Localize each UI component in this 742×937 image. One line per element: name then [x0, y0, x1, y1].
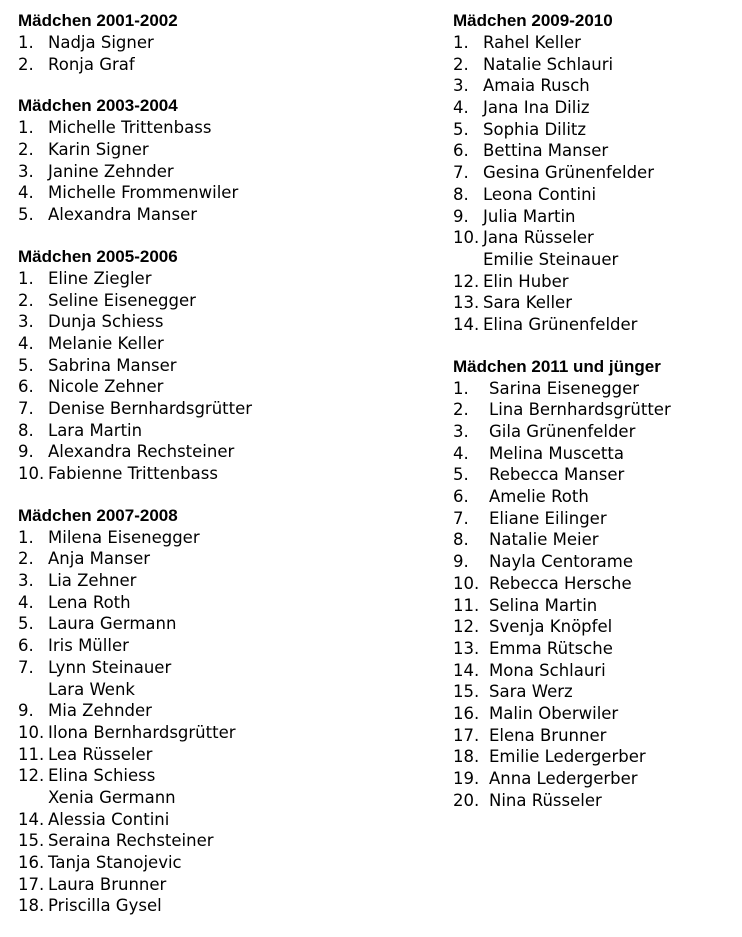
- participant-name: Lena Roth: [48, 592, 131, 612]
- ranking-entry: [18, 657, 418, 679]
- participant-name: Emilie Ledergerber: [489, 747, 646, 767]
- rank-number: 17.: [18, 874, 45, 894]
- category-section: [18, 10, 418, 75]
- ranking-entry: [18, 830, 418, 852]
- rank-number: 4.: [18, 183, 34, 203]
- ranking-entry: [453, 421, 738, 443]
- rank-number: 5.: [18, 205, 34, 225]
- ranking-entry: [453, 573, 738, 595]
- rank-number: 4.: [453, 98, 469, 118]
- participant-name: Elin Huber: [483, 271, 569, 291]
- participant-name: Julia Martin: [483, 206, 576, 226]
- ranking-entry: [453, 75, 738, 97]
- ranking-entry: [453, 551, 738, 573]
- ranking-entry: [18, 787, 418, 809]
- participant-name: Jana Ina Diliz: [483, 98, 590, 118]
- ranking-entry: [453, 119, 738, 141]
- rank-number: 1.: [18, 33, 34, 52]
- participant-name: Sara Werz: [489, 682, 573, 702]
- participant-name: Sarina Eisenegger: [489, 378, 640, 398]
- ranking-entry: [18, 420, 418, 442]
- participant-name: Lina Bernhardsgrütter: [489, 400, 671, 420]
- rank-number: 4.: [18, 333, 34, 353]
- participant-name: Bettina Manser: [483, 141, 609, 161]
- ranking-entry: [453, 660, 738, 682]
- rank-number: 2.: [18, 140, 34, 160]
- ranking-entry: [453, 486, 738, 508]
- rank-number: 17.: [453, 725, 480, 745]
- ranking-entry: [453, 638, 738, 660]
- category-section: [453, 10, 738, 336]
- participant-name: Anja Manser: [48, 549, 151, 569]
- rank-number: 8.: [453, 184, 469, 204]
- participant-name: Rebecca Manser: [489, 465, 625, 485]
- ranking-entry: [18, 290, 418, 312]
- rank-number: 13.: [453, 293, 480, 313]
- participant-name: Karin Signer: [48, 140, 149, 160]
- ranking-entry: [453, 725, 738, 747]
- ranking-entry: [18, 613, 418, 635]
- ranking-entry: [453, 162, 738, 184]
- rank-number: 5.: [18, 355, 34, 375]
- participant-name: Eliane Eilinger: [489, 508, 607, 528]
- participant-name: Nayla Centorame: [489, 552, 633, 572]
- rank-number: 14.: [18, 809, 45, 829]
- participant-name: Seline Eisenegger: [48, 290, 196, 310]
- participant-name: Sabrina Manser: [48, 355, 177, 375]
- participant-name: Iris Müller: [48, 636, 129, 656]
- rank-number: 9.: [453, 206, 469, 226]
- rank-number: 1.: [18, 268, 34, 288]
- ranking-entry: [18, 592, 418, 614]
- participant-name: Michelle Frommenwiler: [48, 183, 239, 203]
- participant-name: Gila Grünenfelder: [489, 422, 636, 441]
- participant-name: Eline Ziegler: [48, 268, 152, 288]
- ranking-entry: [18, 874, 418, 896]
- rank-number: 5.: [453, 119, 469, 139]
- participant-name: Elina Grünenfelder: [483, 314, 638, 334]
- ranking-entry: [18, 548, 418, 570]
- results-column-right: [453, 10, 738, 831]
- rank-number: 12.: [453, 617, 480, 637]
- participant-name: Alexandra Manser: [48, 205, 198, 225]
- participant-name: Nina Rüsseler: [489, 790, 602, 810]
- participant-name: Amelie Roth: [489, 487, 589, 507]
- rank-number: 6.: [453, 487, 469, 507]
- category-title: Mädchen 2007-2008: [18, 505, 178, 525]
- rank-number: 6.: [18, 636, 34, 656]
- rank-number: 18.: [453, 747, 480, 767]
- participant-name: Amaia Rusch: [483, 76, 590, 96]
- rank-number: 10.: [18, 464, 45, 483]
- participant-name: Alessia Contini: [48, 809, 170, 829]
- ranking-entry: [453, 227, 738, 249]
- rank-number: 2.: [18, 290, 34, 310]
- participant-name: Gesina Grünenfelder: [483, 163, 654, 183]
- rank-number: [18, 679, 48, 701]
- category-section: [453, 356, 738, 812]
- ranking-entry: [453, 703, 738, 725]
- participant-name: Priscilla Gysel: [48, 896, 162, 916]
- rank-number: 15.: [453, 682, 480, 702]
- ranking-entry: [18, 32, 418, 54]
- ranking-entry: [18, 635, 418, 657]
- ranking-entry: [453, 54, 738, 76]
- rank-number: 5.: [18, 614, 34, 634]
- rank-number: 15.: [18, 831, 45, 851]
- participant-name: Svenja Knöpfel: [489, 617, 613, 637]
- ranking-entry: [18, 182, 418, 204]
- ranking-entry: [18, 852, 418, 874]
- participant-name: Nicole Zehner: [48, 377, 164, 397]
- rank-number: 10.: [453, 228, 480, 248]
- category-title: Mädchen 2009-2010: [453, 11, 613, 30]
- ranking-entry: [453, 206, 738, 228]
- participant-name: Michelle Trittenbass: [48, 118, 212, 138]
- ranking-entry: [453, 292, 738, 314]
- ranking-entry: [453, 595, 738, 617]
- participant-name: Lia Zehner: [48, 571, 137, 591]
- ranking-entry: [453, 768, 738, 790]
- participant-name: Melina Muscetta: [489, 443, 624, 463]
- ranking-entry: [18, 722, 418, 744]
- rank-number: 7.: [453, 163, 469, 183]
- ranking-entry: [18, 333, 418, 355]
- ranking-entry: [453, 464, 738, 486]
- rank-number: 10.: [18, 722, 45, 742]
- rank-number: 18.: [18, 896, 45, 916]
- rank-number: 1.: [453, 33, 469, 52]
- rank-number: 3.: [18, 312, 34, 332]
- rank-number: 14.: [453, 314, 480, 334]
- rank-number: 5.: [453, 465, 469, 485]
- participant-name: Mona Schlauri: [489, 660, 606, 680]
- rank-number: [18, 787, 48, 809]
- ranking-entry: [18, 268, 418, 290]
- category-title: Mädchen 2011 und jünger: [453, 356, 661, 376]
- participant-name: Selina Martin: [489, 595, 598, 615]
- ranking-entry: [453, 616, 738, 638]
- participant-name: Sophia Dilitz: [483, 119, 587, 139]
- participant-name: Anna Ledergerber: [489, 769, 638, 788]
- ranking-entry: [453, 746, 738, 768]
- rank-number: 1.: [18, 527, 34, 547]
- rank-number: 9.: [18, 701, 34, 721]
- participant-name: Emma Rütsche: [489, 638, 613, 658]
- participant-name: Melanie Keller: [48, 333, 164, 353]
- participant-name: Rahel Keller: [483, 33, 581, 52]
- category-section: [18, 505, 418, 917]
- participant-name: Jana Rüsseler: [483, 228, 594, 248]
- category-title: Mädchen 2003-2004: [18, 96, 178, 116]
- ranking-entry: [453, 529, 738, 551]
- rank-number: 16.: [453, 703, 480, 723]
- rank-number: 19.: [453, 769, 480, 788]
- ranking-entry: [453, 140, 738, 162]
- ranking-entry: [453, 443, 738, 465]
- rank-number: 1.: [18, 118, 34, 138]
- participant-name: Elena Brunner: [489, 725, 607, 745]
- ranking-entry: [453, 249, 738, 271]
- rank-number: 9.: [18, 442, 34, 462]
- participant-name: Sara Keller: [483, 293, 572, 313]
- rank-number: 12.: [453, 271, 480, 291]
- ranking-entry: [18, 441, 418, 463]
- rank-number: 3.: [453, 422, 469, 441]
- participant-name: Emilie Steinauer: [483, 249, 619, 269]
- rank-number: 7.: [453, 508, 469, 528]
- participant-name: Rebecca Hersche: [489, 573, 632, 593]
- ranking-entry: [453, 97, 738, 119]
- rank-number: 9.: [453, 552, 469, 572]
- rank-number: 4.: [18, 592, 34, 612]
- participant-name: Alexandra Rechsteiner: [48, 442, 235, 462]
- ranking-entry: [18, 765, 418, 787]
- ranking-entry: [453, 271, 738, 293]
- participant-name: Dunja Schiess: [48, 312, 164, 332]
- ranking-entry: [18, 161, 418, 183]
- category-title: Mädchen 2001-2002: [18, 11, 178, 30]
- rank-number: 2.: [18, 54, 34, 74]
- rank-number: 6.: [18, 377, 34, 397]
- rank-number: 11.: [453, 595, 480, 615]
- category-section: [18, 246, 418, 485]
- ranking-entry: [453, 184, 738, 206]
- rank-number: 2.: [453, 400, 469, 420]
- rank-number: 10.: [453, 573, 480, 593]
- rank-number: 2.: [453, 54, 469, 74]
- ranking-entry: [453, 378, 738, 400]
- participant-name: Janine Zehnder: [48, 161, 174, 181]
- participant-name: Lara Martin: [48, 420, 143, 440]
- participant-name: Lynn Steinauer: [48, 657, 172, 677]
- participant-name: Nadja Signer: [48, 33, 154, 52]
- rank-number: 8.: [453, 530, 469, 550]
- rank-number: 6.: [453, 141, 469, 161]
- participant-name: Natalie Meier: [489, 530, 599, 550]
- participant-name: Lara Wenk: [48, 679, 135, 699]
- rank-number: 4.: [453, 443, 469, 463]
- rank-number: 3.: [18, 161, 34, 181]
- rank-number: [453, 249, 483, 271]
- ranking-entry: [18, 54, 418, 76]
- rank-number: 3.: [453, 76, 469, 96]
- ranking-entry: [18, 376, 418, 398]
- participant-name: Xenia Germann: [48, 787, 176, 807]
- ranking-entry: [18, 398, 418, 420]
- ranking-entry: [18, 117, 418, 139]
- participant-name: Denise Bernhardsgrütter: [48, 398, 253, 418]
- ranking-entry: [18, 527, 418, 549]
- participant-name: Laura Germann: [48, 614, 177, 634]
- participant-name: Mia Zehnder: [48, 701, 152, 721]
- rank-number: 12.: [18, 766, 45, 786]
- category-section: [18, 95, 418, 225]
- rank-number: 11.: [18, 744, 45, 764]
- participant-name: Leona Contini: [483, 184, 597, 204]
- ranking-entry: [18, 679, 418, 701]
- rank-number: 7.: [18, 398, 34, 418]
- participant-name: Natalie Schlauri: [483, 54, 614, 74]
- ranking-entry: [18, 463, 418, 485]
- ranking-entry: [453, 681, 738, 703]
- rank-number: 13.: [453, 638, 480, 658]
- participant-name: Malin Oberwiler: [489, 703, 619, 723]
- ranking-entry: [453, 314, 738, 336]
- ranking-entry: [18, 700, 418, 722]
- rank-number: 2.: [18, 549, 34, 569]
- participant-name: Ronja Graf: [48, 54, 135, 74]
- ranking-entry: [18, 355, 418, 377]
- ranking-entry: [18, 570, 418, 592]
- ranking-entry: [453, 790, 738, 812]
- participant-name: Elina Schiess: [48, 766, 156, 786]
- rank-number: 3.: [18, 571, 34, 591]
- ranking-entry: [18, 809, 418, 831]
- ranking-entry: [453, 32, 738, 54]
- participant-name: Laura Brunner: [48, 874, 167, 894]
- rank-number: 14.: [453, 660, 480, 680]
- ranking-entry: [18, 895, 418, 917]
- rank-number: 20.: [453, 790, 480, 810]
- ranking-entry: [18, 744, 418, 766]
- ranking-entry: [18, 139, 418, 161]
- participant-name: Lea Rüsseler: [48, 744, 153, 764]
- participant-name: Seraina Rechsteiner: [48, 831, 214, 851]
- ranking-entry: [18, 204, 418, 226]
- participant-name: Ilona Bernhardsgrütter: [48, 722, 236, 742]
- rank-number: 16.: [18, 853, 45, 872]
- ranking-entry: [18, 311, 418, 333]
- category-title: Mädchen 2005-2006: [18, 246, 178, 266]
- rank-number: 8.: [18, 420, 34, 440]
- ranking-entry: [453, 508, 738, 530]
- rank-number: 1.: [453, 378, 469, 398]
- participant-name: Tanja Stanojevic: [48, 853, 182, 872]
- participant-name: Milena Eisenegger: [48, 527, 200, 547]
- results-column-left: [18, 10, 418, 937]
- rank-number: 7.: [18, 657, 34, 677]
- participant-name: Fabienne Trittenbass: [48, 464, 218, 483]
- ranking-entry: [453, 399, 738, 421]
